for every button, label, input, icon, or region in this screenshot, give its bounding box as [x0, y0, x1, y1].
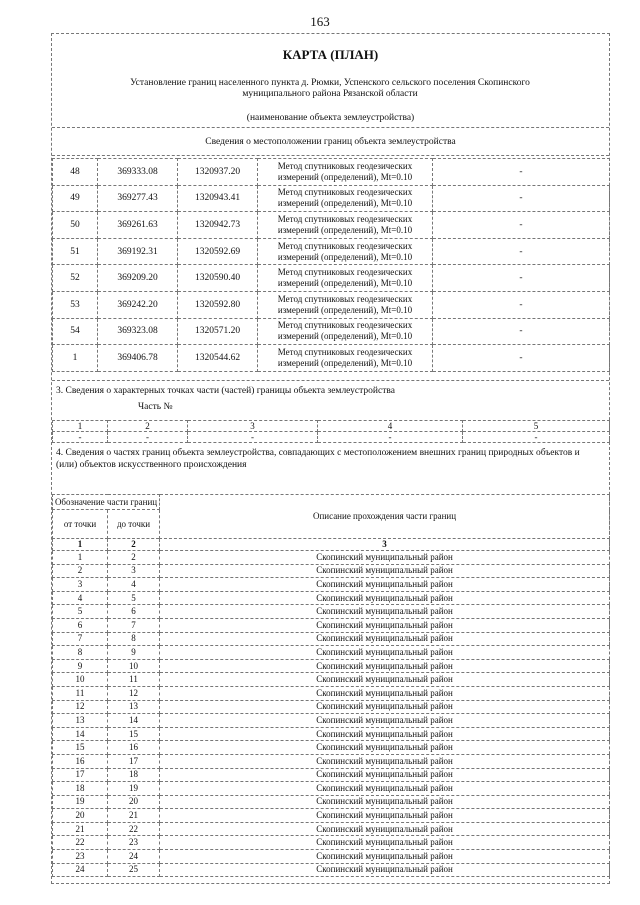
part-row — [53, 795, 610, 809]
coordinate-row — [53, 212, 610, 239]
y-coordinate-cell: 1320942.73 — [178, 212, 258, 239]
from-point-cell: 15 — [53, 741, 108, 755]
from-point-cell: 21 — [53, 822, 108, 836]
column-numbers-row — [53, 539, 610, 551]
section3-value-cell: - — [188, 432, 318, 443]
part-description-cell: Скопинский муниципальный район — [160, 673, 610, 687]
page-number: 163 — [310, 14, 330, 29]
to-point-cell: 3 — [108, 564, 160, 578]
section3-title: 3. Сведения о характерных точках части (частей) границы объекта землеустройства — [56, 386, 395, 396]
method-cell: Метод спутниковых геодезических измерений (определений), Mt=0.10 — [258, 212, 433, 239]
section3-values-row — [53, 432, 610, 443]
y-coordinate-cell: 1320943.41 — [178, 185, 258, 212]
part-description-cell: Скопинский муниципальный район — [160, 822, 610, 836]
to-point-cell: 11 — [108, 673, 160, 687]
part-description-cell: Скопинский муниципальный район — [160, 782, 610, 796]
part-row — [53, 673, 610, 687]
to-point-cell: 23 — [108, 836, 160, 850]
y-coordinate-cell: 1320592.80 — [178, 291, 258, 318]
part-description-cell: Скопинский муниципальный район — [160, 659, 610, 673]
part-row — [53, 591, 610, 605]
part-description-cell: Скопинский муниципальный район — [160, 551, 610, 565]
point-number-cell: 52 — [53, 265, 98, 292]
to-point-cell: 2 — [108, 551, 160, 565]
object-description: Установление границ населенного пункта д. Рюмки, Успенского сельского поселения Скопинского муниципального района Рязанской области — [130, 78, 530, 99]
divider — [52, 380, 609, 381]
y-coordinate-cell: 1320590.40 — [178, 265, 258, 292]
part-row — [53, 741, 610, 755]
part-row — [53, 836, 610, 850]
to-point-cell: 19 — [108, 782, 160, 796]
y-coordinate-cell: 1320544.62 — [178, 345, 258, 372]
point-number-cell: 48 — [53, 159, 98, 186]
method-cell: Метод спутниковых геодезических измерений (определений), Mt=0.10 — [258, 185, 433, 212]
y-coordinate-cell: 1320937.20 — [178, 159, 258, 186]
part-row — [53, 564, 610, 578]
part-description-cell: Скопинский муниципальный район — [160, 578, 610, 592]
from-point-cell: 19 — [53, 795, 108, 809]
from-point-cell: 14 — [53, 727, 108, 741]
part-description-cell: Скопинский муниципальный район — [160, 795, 610, 809]
note-cell: - — [433, 291, 610, 318]
part-row — [53, 863, 610, 877]
designation-header: Обозначение части границ — [53, 495, 160, 510]
part-description-cell: Скопинский муниципальный район — [160, 809, 610, 823]
part-row — [53, 714, 610, 728]
section3-header-cell: 2 — [108, 421, 188, 432]
coordinate-row — [53, 185, 610, 212]
part-row — [53, 646, 610, 660]
part-row — [53, 822, 610, 836]
from-point-cell: 8 — [53, 646, 108, 660]
coordinate-row — [53, 291, 610, 318]
part-row — [53, 578, 610, 592]
note-cell: - — [433, 212, 610, 239]
point-number-cell: 1 — [53, 345, 98, 372]
part-row — [53, 768, 610, 782]
section3-value-cell: - — [53, 432, 108, 443]
coordinate-row — [53, 238, 610, 265]
part-description-cell: Скопинский муниципальный район — [160, 754, 610, 768]
method-cell: Метод спутниковых геодезических измерений (определений), Mt=0.10 — [258, 238, 433, 265]
part-row — [53, 632, 610, 646]
x-coordinate-cell: 369261.63 — [98, 212, 178, 239]
coordinate-row — [53, 265, 610, 292]
part-description-cell: Скопинский муниципальный район — [160, 741, 610, 755]
from-header: от точки — [53, 510, 108, 539]
from-point-cell: 20 — [53, 809, 108, 823]
x-coordinate-cell: 369209.20 — [98, 265, 178, 292]
point-number-cell: 50 — [53, 212, 98, 239]
to-point-cell: 17 — [108, 754, 160, 768]
from-point-cell: 7 — [53, 632, 108, 646]
to-point-cell: 24 — [108, 850, 160, 864]
column-number-cell: 1 — [53, 539, 108, 551]
point-number-cell: 54 — [53, 318, 98, 345]
point-number-cell: 51 — [53, 238, 98, 265]
note-cell: - — [433, 185, 610, 212]
method-cell: Метод спутниковых геодезических измерений (определений), Mt=0.10 — [258, 345, 433, 372]
note-cell: - — [433, 318, 610, 345]
from-point-cell: 5 — [53, 605, 108, 619]
from-point-cell: 9 — [53, 659, 108, 673]
part-description-cell: Скопинский муниципальный район — [160, 863, 610, 877]
section3-header-cell: 1 — [53, 421, 108, 432]
section3-header-row — [53, 421, 610, 432]
part-description-cell: Скопинский муниципальный район — [160, 768, 610, 782]
from-point-cell: 13 — [53, 714, 108, 728]
method-cell: Метод спутниковых геодезических измерений (определений), Mt=0.10 — [258, 291, 433, 318]
to-point-cell: 20 — [108, 795, 160, 809]
y-coordinate-cell: 1320571.20 — [178, 318, 258, 345]
x-coordinate-cell: 369277.43 — [98, 185, 178, 212]
to-point-cell: 14 — [108, 714, 160, 728]
part-row — [53, 618, 610, 632]
x-coordinate-cell: 369406.78 — [98, 345, 178, 372]
method-cell: Метод спутниковых геодезических измерений (определений), Mt=0.10 — [258, 159, 433, 186]
to-point-cell: 13 — [108, 700, 160, 714]
note-cell: - — [433, 265, 610, 292]
part-row — [53, 754, 610, 768]
column-number-cell: 3 — [160, 539, 610, 551]
part-description-cell: Скопинский муниципальный район — [160, 850, 610, 864]
part-description-cell: Скопинский муниципальный район — [160, 632, 610, 646]
to-point-cell: 12 — [108, 686, 160, 700]
part-description-cell: Скопинский муниципальный район — [160, 564, 610, 578]
from-point-cell: 24 — [53, 863, 108, 877]
coordinate-row — [53, 159, 610, 186]
to-point-cell: 25 — [108, 863, 160, 877]
from-point-cell: 16 — [53, 754, 108, 768]
method-cell: Метод спутниковых геодезических измерений (определений), Mt=0.10 — [258, 318, 433, 345]
from-point-cell: 10 — [53, 673, 108, 687]
part-row — [53, 850, 610, 864]
part-row — [53, 659, 610, 673]
from-point-cell: 6 — [53, 618, 108, 632]
part-description-cell: Скопинский муниципальный район — [160, 646, 610, 660]
parts-table — [52, 494, 610, 877]
x-coordinate-cell: 369242.20 — [98, 291, 178, 318]
from-point-cell: 23 — [53, 850, 108, 864]
to-point-cell: 10 — [108, 659, 160, 673]
part-row — [53, 700, 610, 714]
x-coordinate-cell: 369192.31 — [98, 238, 178, 265]
part-description-cell: Скопинский муниципальный район — [160, 700, 610, 714]
section3-value-cell: - — [318, 432, 463, 443]
method-cell: Метод спутниковых геодезических измерений (определений), Mt=0.10 — [258, 265, 433, 292]
section4-title: 4. Сведения о частях границ объекта землеустройства, совпадающих с местоположением внешних границ природных объектов и (или) объектов искусственного происхождения — [56, 448, 580, 470]
part-description-cell: Скопинский муниципальный район — [160, 714, 610, 728]
note-cell: - — [433, 238, 610, 265]
part-description-cell: Скопинский муниципальный район — [160, 605, 610, 619]
to-point-cell: 21 — [108, 809, 160, 823]
from-point-cell: 11 — [53, 686, 108, 700]
from-point-cell: 4 — [53, 591, 108, 605]
y-coordinate-cell: 1320592.69 — [178, 238, 258, 265]
to-point-cell: 9 — [108, 646, 160, 660]
column-number-cell: 2 — [108, 539, 160, 551]
note-cell: - — [433, 345, 610, 372]
to-point-cell: 18 — [108, 768, 160, 782]
section3-table — [52, 420, 610, 443]
point-number-cell: 49 — [53, 185, 98, 212]
x-coordinate-cell: 369333.08 — [98, 159, 178, 186]
part-description-cell: Скопинский муниципальный район — [160, 686, 610, 700]
to-point-cell: 4 — [108, 578, 160, 592]
note-cell: - — [433, 159, 610, 186]
to-point-cell: 6 — [108, 605, 160, 619]
part-row — [53, 551, 610, 565]
coordinate-row — [53, 318, 610, 345]
section-location-title: Сведения о местоположении границ объекта землеустройства — [205, 137, 456, 147]
part-description-cell: Скопинский муниципальный район — [160, 591, 610, 605]
to-header: до точки — [108, 510, 160, 539]
part-row — [53, 727, 610, 741]
from-point-cell: 2 — [53, 564, 108, 578]
to-point-cell: 5 — [108, 591, 160, 605]
divider — [52, 127, 609, 128]
part-description-cell: Скопинский муниципальный район — [160, 618, 610, 632]
part-row — [53, 809, 610, 823]
from-point-cell: 17 — [53, 768, 108, 782]
section3-header-cell: 4 — [318, 421, 463, 432]
part-row — [53, 782, 610, 796]
part-row — [53, 605, 610, 619]
section3-value-cell: - — [463, 432, 610, 443]
section3-value-cell: - — [108, 432, 188, 443]
object-name-caption: (наименование объекта землеустройства) — [246, 113, 415, 123]
from-point-cell: 12 — [53, 700, 108, 714]
coordinate-row — [53, 345, 610, 372]
to-point-cell: 22 — [108, 822, 160, 836]
part-number-label: Часть № — [138, 402, 173, 412]
to-point-cell: 8 — [108, 632, 160, 646]
page-title: КАРТА (ПЛАН) — [282, 47, 379, 62]
part-row — [53, 686, 610, 700]
description-header: Описание прохождения части границ — [160, 495, 610, 539]
point-number-cell: 53 — [53, 291, 98, 318]
part-description-cell: Скопинский муниципальный район — [160, 727, 610, 741]
from-point-cell: 3 — [53, 578, 108, 592]
x-coordinate-cell: 369323.08 — [98, 318, 178, 345]
to-point-cell: 7 — [108, 618, 160, 632]
divider — [52, 155, 609, 156]
to-point-cell: 16 — [108, 741, 160, 755]
section3-header-cell: 3 — [188, 421, 318, 432]
coordinates-table — [52, 158, 610, 372]
part-description-cell: Скопинский муниципальный район — [160, 836, 610, 850]
from-point-cell: 1 — [53, 551, 108, 565]
section3-header-cell: 5 — [463, 421, 610, 432]
from-point-cell: 22 — [53, 836, 108, 850]
from-point-cell: 18 — [53, 782, 108, 796]
to-point-cell: 15 — [108, 727, 160, 741]
